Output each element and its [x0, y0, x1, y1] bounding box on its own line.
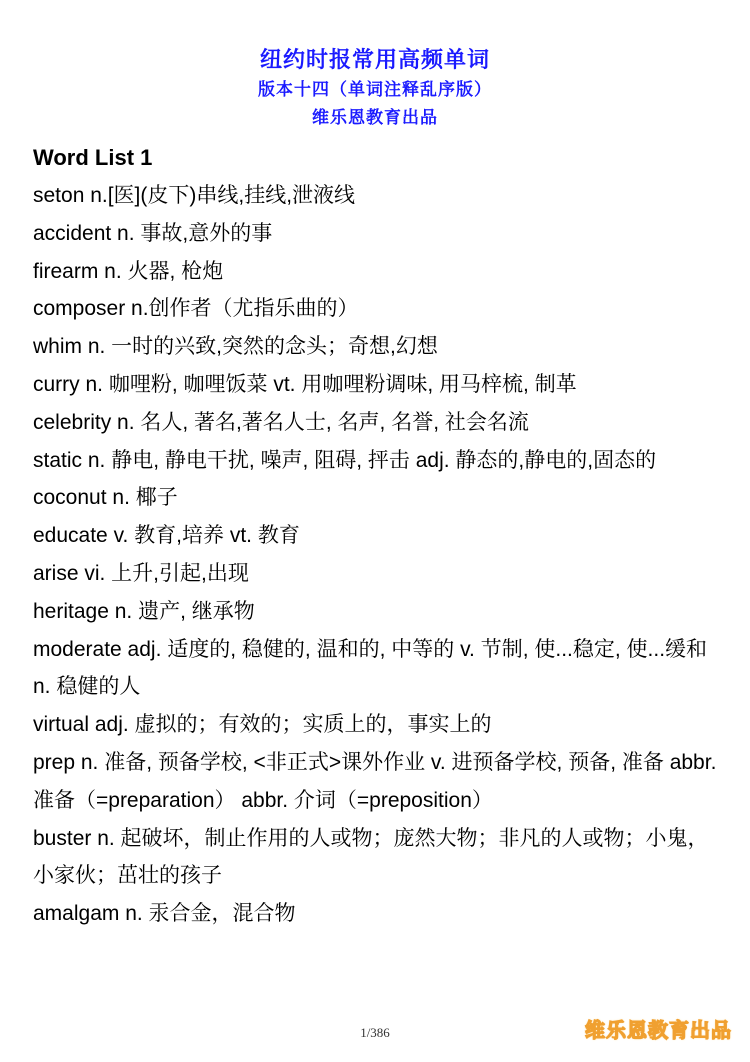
word-list: [33, 139, 723, 933]
word-entry-celebrity: celebrity n. 名人, 著名,著名人士, 名声, 名誉, 社会名流: [33, 410, 529, 434]
word-entry-seton: seton n.[医](皮下)串线,挂线,泄液线: [33, 184, 356, 207]
word-entry-composer: composer n.创作者（尤指乐曲的）: [33, 297, 359, 321]
publisher-watermark: 维乐恩教育出品: [585, 1020, 732, 1042]
word-entry-accident: accident n. 事故,意外的事: [33, 221, 273, 245]
document-title: 纽约时报常用高频单词: [259, 47, 490, 72]
word-entry-amalgam: amalgam n. 汞合金，混合物: [33, 902, 296, 926]
word-entry-virtual: virtual adj. 虚拟的；有效的；实质上的，事实上的: [33, 713, 492, 737]
word-entry-buster: buster n. 起破坏，制止作用的人或物；庞然大物；非凡的人或物；小鬼，小家伙；茁壮的孩子: [33, 826, 709, 888]
document-header: [0, 44, 750, 132]
word-entry-educate: educate v. 教育,培养 vt. 教育: [33, 524, 300, 548]
document-subtitle: 版本十四（单词注释乱序版）: [258, 80, 492, 99]
word-entry-coconut: coconut n. 椰子: [33, 486, 178, 510]
word-entry-heritage: heritage n. 遗产, 继承物: [33, 599, 255, 623]
word-entry-firearm: firearm n. 火器, 枪炮: [33, 259, 224, 283]
page-number: 1/386: [360, 1025, 390, 1040]
document-publisher: 维乐恩教育出品: [312, 108, 438, 127]
word-entry-moderate: moderate adj. 适度的, 稳健的, 温和的, 中等的 v. 节制, 使...稳定, 使...缓和 n. 稳健的人: [33, 637, 708, 699]
word-entry-arise: arise vi. 上升,引起,出现: [33, 561, 249, 585]
word-entry-prep: prep n. 准备, 预备学校, <非正式>课外作业 v. 进预备学校, 预备, 准备 abbr. 准备（=preparation） abbr. 介词（=preposition）: [33, 750, 717, 812]
word-entry-curry: curry n. 咖哩粉, 咖哩饭菜 vt. 用咖哩粉调味, 用马梓梳, 制革: [33, 372, 577, 396]
word-list-heading: Word List 1: [33, 145, 153, 170]
word-entry-static: static n. 静电, 静电干扰, 噪声, 阻碍, 抨击 adj. 静态的,静电的,固态的: [33, 448, 657, 472]
word-entry-whim: whim n. 一时的兴致,突然的念头；奇想,幻想: [33, 335, 438, 359]
